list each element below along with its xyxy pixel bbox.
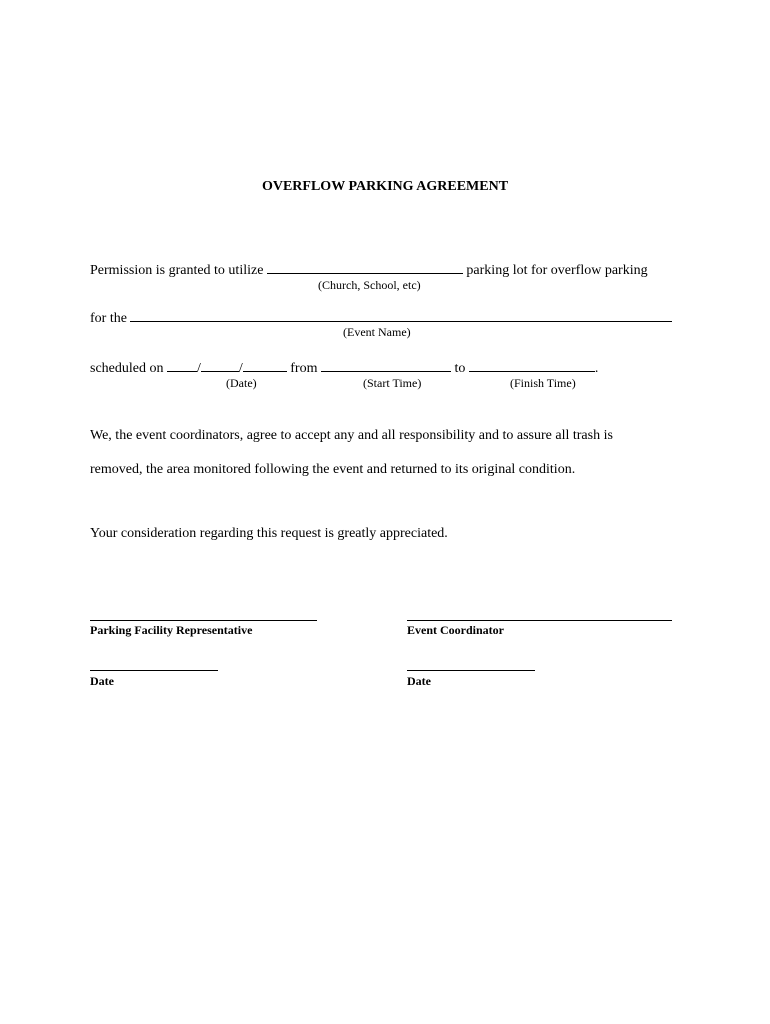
document-title: OVERFLOW PARKING AGREEMENT [261,179,509,194]
schedule-line [90,358,598,377]
date-year-blank[interactable] [243,358,287,372]
event-coordinator-label: Event Coordinator [407,623,504,637]
event-prefix: for the [90,311,127,326]
from-word: from [290,361,318,376]
period: . [594,361,599,376]
date-day-blank[interactable] [201,358,239,372]
start-time-caption: (Start Time) [363,376,422,390]
date-caption: (Date) [226,376,257,390]
event-name-caption: (Event Name) [343,325,411,339]
finish-time-caption: (Finish Time) [510,376,576,390]
date-month-blank[interactable] [167,358,197,372]
finish-time-blank[interactable] [469,358,595,372]
event-coordinator-date-line[interactable] [407,670,535,671]
schedule-prefix: scheduled on [90,361,164,376]
facility-caption: (Church, School, etc) [318,278,421,292]
date-slash-1: / [196,361,201,376]
parking-rep-date-line[interactable] [90,670,218,671]
event-coordinator-signature-line[interactable] [407,620,672,621]
responsibility-paragraph-line-1: We, the event coordinators, agree to accept any and all responsibility and to assure all trash is [90,428,613,443]
permission-suffix: parking lot for overflow parking [466,263,648,278]
to-word: to [454,361,466,376]
permission-line [90,260,648,279]
parking-rep-date-label: Date [90,674,114,688]
appreciation-paragraph: Your consideration regarding this request is greatly appreciated. [90,526,448,541]
parking-rep-signature-line[interactable] [90,620,317,621]
date-slash-2: / [238,361,243,376]
permission-prefix: Permission is granted to utilize [90,263,264,278]
facility-blank[interactable] [267,260,463,274]
responsibility-paragraph-line-2: removed, the area monitored following the event and returned to its original condition. [90,462,576,477]
start-time-blank[interactable] [321,358,451,372]
event-name-blank[interactable] [130,308,672,322]
event-coordinator-date-label: Date [407,674,431,688]
parking-rep-label: Parking Facility Representative [90,623,253,637]
